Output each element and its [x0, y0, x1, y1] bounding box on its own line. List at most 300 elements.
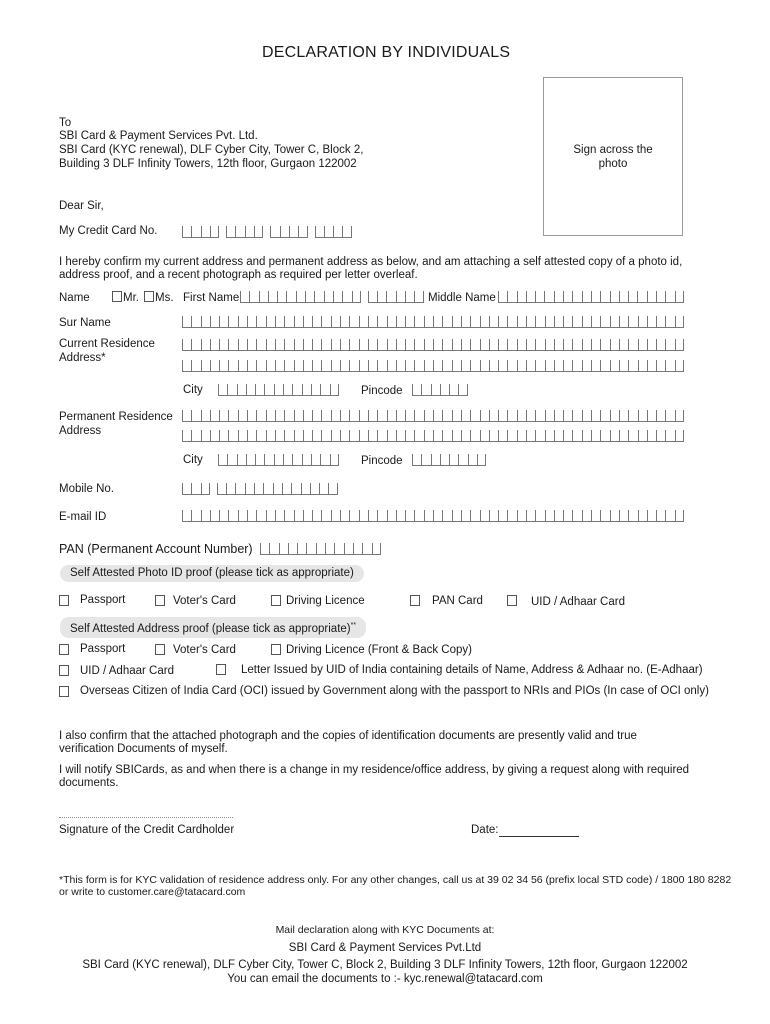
- char-box[interactable]: [312, 510, 321, 522]
- char-box[interactable]: [647, 510, 656, 522]
- char-box[interactable]: [291, 483, 300, 495]
- char-box[interactable]: [340, 410, 349, 422]
- char-box[interactable]: [311, 384, 320, 396]
- char-box[interactable]: [266, 410, 275, 422]
- char-box[interactable]: [675, 430, 684, 442]
- char-box[interactable]: [405, 339, 414, 351]
- char-box[interactable]: [563, 510, 572, 522]
- char-box[interactable]: [619, 291, 628, 303]
- char-box[interactable]: [396, 510, 405, 522]
- char-box[interactable]: [303, 410, 312, 422]
- char-box[interactable]: [517, 291, 526, 303]
- char-box[interactable]: [247, 430, 256, 442]
- char-box[interactable]: [461, 430, 470, 442]
- char-box[interactable]: [563, 410, 572, 422]
- char-box[interactable]: [610, 291, 619, 303]
- permanent-city-input[interactable]: [218, 452, 339, 466]
- address-proof-oci-checkbox[interactable]: [59, 686, 69, 697]
- char-box[interactable]: [480, 410, 489, 422]
- char-box[interactable]: [182, 410, 191, 422]
- char-box[interactable]: [377, 360, 386, 372]
- char-box[interactable]: [340, 339, 349, 351]
- char-box[interactable]: [414, 316, 423, 328]
- char-box[interactable]: [321, 510, 330, 522]
- char-box[interactable]: [554, 410, 563, 422]
- char-box[interactable]: [256, 339, 265, 351]
- char-box[interactable]: [256, 316, 265, 328]
- char-box[interactable]: [269, 543, 278, 555]
- char-box[interactable]: [249, 291, 258, 303]
- char-box[interactable]: [442, 510, 451, 522]
- char-box[interactable]: [284, 360, 293, 372]
- char-box[interactable]: [331, 410, 340, 422]
- char-box[interactable]: [405, 510, 414, 522]
- char-box[interactable]: [377, 510, 386, 522]
- current-pincode-input[interactable]: [412, 382, 468, 396]
- permanent-pincode-input[interactable]: [412, 452, 486, 466]
- char-box[interactable]: [368, 430, 377, 442]
- char-box[interactable]: [303, 360, 312, 372]
- char-box[interactable]: [219, 360, 228, 372]
- char-box[interactable]: [591, 430, 600, 442]
- address-proof-passport-checkbox[interactable]: [59, 644, 69, 655]
- char-box[interactable]: [238, 339, 247, 351]
- char-box[interactable]: [387, 430, 396, 442]
- char-box[interactable]: [431, 454, 440, 466]
- char-box[interactable]: [517, 316, 526, 328]
- char-box[interactable]: [219, 430, 228, 442]
- char-box[interactable]: [610, 360, 619, 372]
- char-box[interactable]: [247, 360, 256, 372]
- char-box[interactable]: [638, 360, 647, 372]
- char-box[interactable]: [396, 291, 405, 303]
- char-box[interactable]: [352, 291, 361, 303]
- char-box[interactable]: [279, 543, 288, 555]
- char-box[interactable]: [294, 510, 303, 522]
- char-box[interactable]: [246, 384, 255, 396]
- char-box[interactable]: [656, 316, 665, 328]
- char-box[interactable]: [424, 430, 433, 442]
- char-box[interactable]: [591, 510, 600, 522]
- char-box[interactable]: [321, 410, 330, 422]
- char-box[interactable]: [414, 430, 423, 442]
- char-box[interactable]: [665, 291, 674, 303]
- char-box[interactable]: [303, 510, 312, 522]
- char-box[interactable]: [275, 360, 284, 372]
- char-box[interactable]: [210, 510, 219, 522]
- char-box[interactable]: [498, 410, 507, 422]
- char-box[interactable]: [405, 410, 414, 422]
- char-box[interactable]: [182, 430, 191, 442]
- char-box[interactable]: [372, 543, 381, 555]
- photo-id-voters-card-checkbox[interactable]: [155, 595, 165, 606]
- char-box[interactable]: [182, 226, 191, 238]
- char-box[interactable]: [275, 410, 284, 422]
- char-box[interactable]: [665, 510, 674, 522]
- char-box[interactable]: [256, 510, 265, 522]
- char-box[interactable]: [480, 360, 489, 372]
- char-box[interactable]: [270, 226, 279, 238]
- char-box[interactable]: [210, 410, 219, 422]
- char-box[interactable]: [638, 339, 647, 351]
- char-box[interactable]: [256, 430, 265, 442]
- char-box[interactable]: [210, 226, 219, 238]
- char-box[interactable]: [619, 510, 628, 522]
- char-box[interactable]: [498, 360, 507, 372]
- char-box[interactable]: [191, 430, 200, 442]
- char-box[interactable]: [303, 339, 312, 351]
- char-box[interactable]: [292, 384, 301, 396]
- char-box[interactable]: [647, 430, 656, 442]
- char-box[interactable]: [396, 339, 405, 351]
- char-box[interactable]: [600, 291, 609, 303]
- char-box[interactable]: [526, 316, 535, 328]
- char-box[interactable]: [334, 543, 343, 555]
- char-box[interactable]: [319, 483, 328, 495]
- char-box[interactable]: [340, 316, 349, 328]
- char-box[interactable]: [303, 430, 312, 442]
- char-box[interactable]: [368, 410, 377, 422]
- char-box[interactable]: [333, 291, 342, 303]
- char-box[interactable]: [665, 360, 674, 372]
- char-box[interactable]: [240, 291, 249, 303]
- char-box[interactable]: [275, 430, 284, 442]
- char-box[interactable]: [517, 510, 526, 522]
- char-box[interactable]: [656, 410, 665, 422]
- char-box[interactable]: [294, 410, 303, 422]
- char-box[interactable]: [637, 291, 646, 303]
- char-box[interactable]: [591, 339, 600, 351]
- char-box[interactable]: [302, 454, 311, 466]
- char-box[interactable]: [182, 316, 191, 328]
- char-box[interactable]: [665, 316, 674, 328]
- char-box[interactable]: [638, 410, 647, 422]
- char-box[interactable]: [218, 454, 227, 466]
- char-box[interactable]: [294, 316, 303, 328]
- char-box[interactable]: [286, 291, 295, 303]
- char-box[interactable]: [331, 316, 340, 328]
- char-box[interactable]: [638, 430, 647, 442]
- char-box[interactable]: [619, 316, 628, 328]
- char-box[interactable]: [219, 510, 228, 522]
- char-box[interactable]: [245, 226, 254, 238]
- char-box[interactable]: [412, 384, 421, 396]
- char-box[interactable]: [284, 430, 293, 442]
- char-box[interactable]: [228, 316, 237, 328]
- char-box[interactable]: [424, 360, 433, 372]
- char-box[interactable]: [368, 360, 377, 372]
- char-box[interactable]: [312, 410, 321, 422]
- char-box[interactable]: [452, 339, 461, 351]
- char-box[interactable]: [414, 339, 423, 351]
- char-box[interactable]: [535, 339, 544, 351]
- char-box[interactable]: [292, 454, 301, 466]
- char-box[interactable]: [247, 316, 256, 328]
- char-box[interactable]: [255, 384, 264, 396]
- char-box[interactable]: [647, 316, 656, 328]
- char-box[interactable]: [582, 410, 591, 422]
- char-box[interactable]: [619, 410, 628, 422]
- char-box[interactable]: [349, 360, 358, 372]
- char-box[interactable]: [424, 316, 433, 328]
- char-box[interactable]: [610, 410, 619, 422]
- char-box[interactable]: [675, 339, 684, 351]
- char-box[interactable]: [424, 510, 433, 522]
- char-box[interactable]: [344, 543, 353, 555]
- char-box[interactable]: [414, 360, 423, 372]
- address-proof-e-adhaar-checkbox[interactable]: [216, 664, 226, 675]
- char-box[interactable]: [572, 360, 581, 372]
- char-box[interactable]: [517, 339, 526, 351]
- char-box[interactable]: [517, 360, 526, 372]
- char-box[interactable]: [433, 316, 442, 328]
- char-box[interactable]: [353, 543, 362, 555]
- char-box[interactable]: [277, 291, 286, 303]
- char-box[interactable]: [191, 410, 200, 422]
- char-box[interactable]: [545, 316, 554, 328]
- char-box[interactable]: [433, 410, 442, 422]
- char-box[interactable]: [201, 410, 210, 422]
- char-box[interactable]: [665, 410, 674, 422]
- char-box[interactable]: [489, 510, 498, 522]
- pan-input[interactable]: [260, 541, 381, 555]
- char-box[interactable]: [628, 291, 637, 303]
- char-box[interactable]: [638, 316, 647, 328]
- char-box[interactable]: [675, 316, 684, 328]
- char-box[interactable]: [610, 430, 619, 442]
- char-box[interactable]: [182, 510, 191, 522]
- char-box[interactable]: [489, 430, 498, 442]
- char-box[interactable]: [340, 360, 349, 372]
- char-box[interactable]: [387, 316, 396, 328]
- char-box[interactable]: [320, 384, 329, 396]
- char-box[interactable]: [312, 316, 321, 328]
- char-box[interactable]: [238, 410, 247, 422]
- char-box[interactable]: [349, 510, 358, 522]
- char-box[interactable]: [359, 430, 368, 442]
- char-box[interactable]: [254, 226, 263, 238]
- char-box[interactable]: [440, 384, 449, 396]
- char-box[interactable]: [526, 510, 535, 522]
- char-box[interactable]: [264, 454, 273, 466]
- char-box[interactable]: [665, 339, 674, 351]
- char-box[interactable]: [656, 510, 665, 522]
- char-box[interactable]: [431, 384, 440, 396]
- char-box[interactable]: [647, 339, 656, 351]
- char-box[interactable]: [582, 510, 591, 522]
- char-box[interactable]: [377, 316, 386, 328]
- current-address-input-1[interactable]: [182, 337, 684, 351]
- char-box[interactable]: [665, 430, 674, 442]
- char-box[interactable]: [600, 339, 609, 351]
- char-box[interactable]: [182, 483, 191, 495]
- char-box[interactable]: [255, 454, 264, 466]
- char-box[interactable]: [396, 316, 405, 328]
- char-box[interactable]: [405, 316, 414, 328]
- char-box[interactable]: [247, 339, 256, 351]
- char-box[interactable]: [245, 483, 254, 495]
- char-box[interactable]: [554, 430, 563, 442]
- char-box[interactable]: [498, 430, 507, 442]
- char-box[interactable]: [191, 483, 200, 495]
- char-box[interactable]: [302, 384, 311, 396]
- char-box[interactable]: [289, 226, 298, 238]
- char-box[interactable]: [219, 339, 228, 351]
- char-box[interactable]: [312, 339, 321, 351]
- char-box[interactable]: [314, 291, 323, 303]
- char-box[interactable]: [470, 316, 479, 328]
- char-box[interactable]: [219, 316, 228, 328]
- char-box[interactable]: [228, 410, 237, 422]
- date-field[interactable]: [471, 823, 579, 837]
- char-box[interactable]: [331, 360, 340, 372]
- char-box[interactable]: [480, 430, 489, 442]
- char-box[interactable]: [421, 384, 430, 396]
- char-box[interactable]: [227, 454, 236, 466]
- char-box[interactable]: [256, 360, 265, 372]
- char-box[interactable]: [582, 291, 591, 303]
- card-no-input[interactable]: [182, 224, 352, 238]
- char-box[interactable]: [498, 316, 507, 328]
- char-box[interactable]: [591, 291, 600, 303]
- char-box[interactable]: [449, 454, 458, 466]
- char-box[interactable]: [619, 360, 628, 372]
- char-box[interactable]: [414, 410, 423, 422]
- char-box[interactable]: [247, 410, 256, 422]
- char-box[interactable]: [442, 360, 451, 372]
- char-box[interactable]: [517, 430, 526, 442]
- char-box[interactable]: [545, 339, 554, 351]
- char-box[interactable]: [619, 339, 628, 351]
- char-box[interactable]: [227, 384, 236, 396]
- char-box[interactable]: [544, 291, 553, 303]
- char-box[interactable]: [283, 384, 292, 396]
- char-box[interactable]: [191, 510, 200, 522]
- char-box[interactable]: [201, 316, 210, 328]
- char-box[interactable]: [312, 430, 321, 442]
- address-proof-driving-licence-checkbox[interactable]: [271, 644, 281, 655]
- char-box[interactable]: [452, 510, 461, 522]
- char-box[interactable]: [331, 430, 340, 442]
- char-box[interactable]: [275, 339, 284, 351]
- char-box[interactable]: [563, 430, 572, 442]
- char-box[interactable]: [320, 454, 329, 466]
- char-box[interactable]: [675, 510, 684, 522]
- char-box[interactable]: [273, 483, 282, 495]
- char-box[interactable]: [610, 510, 619, 522]
- char-box[interactable]: [201, 339, 210, 351]
- char-box[interactable]: [321, 316, 330, 328]
- char-box[interactable]: [675, 410, 684, 422]
- char-box[interactable]: [498, 291, 507, 303]
- char-box[interactable]: [294, 339, 303, 351]
- char-box[interactable]: [461, 316, 470, 328]
- char-box[interactable]: [554, 360, 563, 372]
- char-box[interactable]: [470, 360, 479, 372]
- char-box[interactable]: [554, 316, 563, 328]
- char-box[interactable]: [554, 510, 563, 522]
- char-box[interactable]: [284, 316, 293, 328]
- char-box[interactable]: [340, 510, 349, 522]
- char-box[interactable]: [254, 483, 263, 495]
- char-box[interactable]: [572, 339, 581, 351]
- char-box[interactable]: [424, 339, 433, 351]
- char-box[interactable]: [600, 410, 609, 422]
- char-box[interactable]: [507, 316, 516, 328]
- char-box[interactable]: [526, 410, 535, 422]
- char-box[interactable]: [412, 454, 421, 466]
- char-box[interactable]: [656, 291, 665, 303]
- char-box[interactable]: [296, 291, 305, 303]
- char-box[interactable]: [191, 226, 200, 238]
- char-box[interactable]: [600, 360, 609, 372]
- char-box[interactable]: [386, 291, 395, 303]
- char-box[interactable]: [210, 339, 219, 351]
- char-box[interactable]: [600, 316, 609, 328]
- char-box[interactable]: [545, 360, 554, 372]
- char-box[interactable]: [368, 510, 377, 522]
- permanent-address-input-2[interactable]: [182, 428, 684, 442]
- char-box[interactable]: [461, 339, 470, 351]
- char-box[interactable]: [414, 291, 423, 303]
- char-box[interactable]: [572, 316, 581, 328]
- char-box[interactable]: [306, 543, 315, 555]
- char-box[interactable]: [275, 316, 284, 328]
- char-box[interactable]: [217, 483, 226, 495]
- char-box[interactable]: [266, 339, 275, 351]
- char-box[interactable]: [656, 360, 665, 372]
- char-box[interactable]: [294, 360, 303, 372]
- char-box[interactable]: [507, 360, 516, 372]
- first-name-input[interactable]: [240, 289, 424, 303]
- char-box[interactable]: [442, 430, 451, 442]
- char-box[interactable]: [477, 454, 486, 466]
- char-box[interactable]: [405, 291, 414, 303]
- char-box[interactable]: [288, 543, 297, 555]
- char-box[interactable]: [228, 510, 237, 522]
- char-box[interactable]: [461, 360, 470, 372]
- char-box[interactable]: [628, 339, 637, 351]
- char-box[interactable]: [563, 360, 572, 372]
- char-box[interactable]: [433, 510, 442, 522]
- char-box[interactable]: [377, 291, 386, 303]
- char-box[interactable]: [405, 430, 414, 442]
- char-box[interactable]: [480, 316, 489, 328]
- char-box[interactable]: [201, 430, 210, 442]
- char-box[interactable]: [218, 384, 227, 396]
- char-box[interactable]: [452, 316, 461, 328]
- char-box[interactable]: [238, 510, 247, 522]
- char-box[interactable]: [442, 339, 451, 351]
- char-box[interactable]: [238, 360, 247, 372]
- char-box[interactable]: [517, 410, 526, 422]
- char-box[interactable]: [331, 339, 340, 351]
- char-box[interactable]: [458, 454, 467, 466]
- signature-line[interactable]: [59, 817, 233, 818]
- char-box[interactable]: [535, 410, 544, 422]
- char-box[interactable]: [498, 510, 507, 522]
- char-box[interactable]: [359, 510, 368, 522]
- char-box[interactable]: [342, 291, 351, 303]
- char-box[interactable]: [468, 454, 477, 466]
- char-box[interactable]: [331, 510, 340, 522]
- char-box[interactable]: [298, 226, 307, 238]
- char-box[interactable]: [480, 510, 489, 522]
- char-box[interactable]: [507, 291, 516, 303]
- char-box[interactable]: [237, 454, 246, 466]
- char-box[interactable]: [535, 430, 544, 442]
- sur-name-input[interactable]: [182, 314, 684, 328]
